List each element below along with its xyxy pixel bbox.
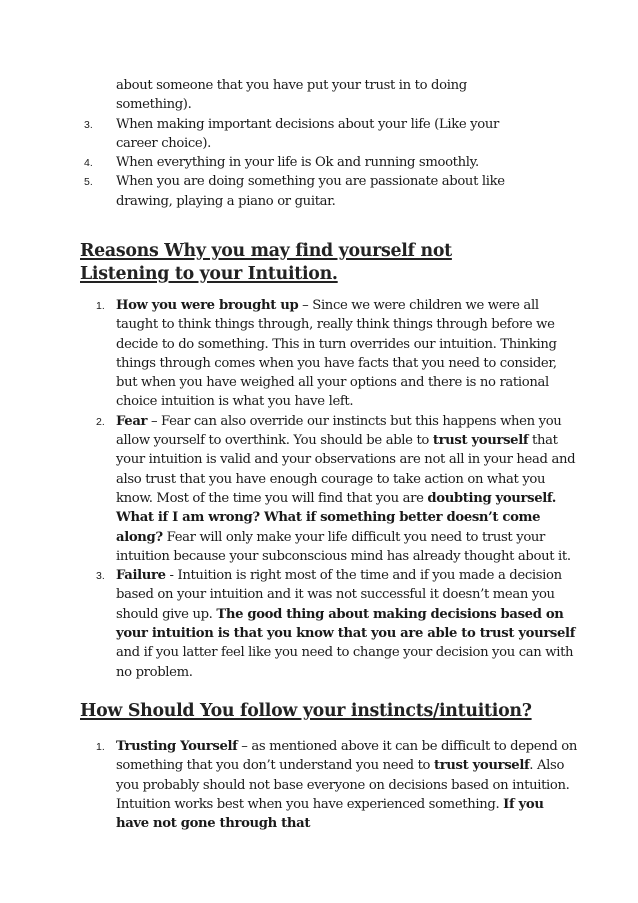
text-line: career choice). bbox=[116, 135, 211, 151]
list-item bbox=[80, 566, 580, 682]
list-item bbox=[80, 153, 540, 172]
list-item bbox=[80, 115, 540, 154]
list-item-continuation bbox=[80, 76, 540, 115]
bold-phrase: The good thing about making decisions based on your intuition is that you know that you are able to trust yourself bbox=[116, 606, 576, 642]
text-line: something). bbox=[116, 97, 192, 113]
list-item bbox=[80, 412, 580, 566]
bold-phrase: Trusting Yourself bbox=[116, 739, 238, 754]
list-item bbox=[80, 737, 580, 833]
list-number: 1. bbox=[96, 300, 105, 312]
bold-phrase: trust yourself bbox=[432, 433, 529, 449]
paragraph-text: – as mentioned above it can be difficult to depend on something that you don’t understand you need to bbox=[116, 739, 578, 774]
heading-line: Listening to your Intuition. bbox=[80, 264, 338, 284]
section-heading bbox=[80, 700, 600, 723]
text-line: When you are doing something you are passionate about like bbox=[116, 174, 505, 190]
list-item bbox=[80, 296, 580, 412]
text-line: about someone that you have put your trust in to doing bbox=[116, 78, 467, 93]
list-number: 5. bbox=[84, 176, 93, 189]
bold-phrase: trust yourself bbox=[433, 758, 530, 774]
howto-list bbox=[80, 737, 580, 833]
list-number: 3. bbox=[96, 570, 105, 583]
bold-phrase: If you have not gone through that bbox=[116, 796, 544, 832]
bold-phrase: doubting yourself. What if I am wrong? What if something better doesn’t come along? bbox=[116, 490, 557, 545]
text-line: When everything in your life is Ok and running smoothly. bbox=[116, 155, 479, 171]
heading-line: Reasons Why you may find yourself not bbox=[80, 241, 452, 261]
list-item bbox=[80, 172, 540, 211]
bold-phrase: Fear bbox=[116, 413, 148, 429]
list-number: 2. bbox=[96, 415, 105, 428]
section-heading bbox=[80, 240, 550, 286]
paragraph-text: - Intuition is right most of the time and if you made a decision based on your intuition and it was not successful it doesn’t mean you should give up. bbox=[116, 568, 562, 622]
reasons-list bbox=[80, 296, 580, 682]
heading-line: How Should You follow your instincts/intuition? bbox=[80, 701, 532, 721]
paragraph-text: Fear will only make your life difficult you need to trust your intuition because your subconscious mind has already thought about it. bbox=[116, 529, 571, 564]
list-number: 4. bbox=[84, 157, 93, 170]
paragraph-text: that your intuition is valid and your observations are not all in your head and also trust that you have enough courage to take action on what you know. Most of the time you will find that you are bbox=[116, 433, 576, 506]
intro-list bbox=[80, 76, 540, 211]
bold-phrase: How you were brought up bbox=[116, 298, 299, 313]
text-line: drawing, playing a piano or guitar. bbox=[116, 193, 336, 209]
bold-phrase: Failure bbox=[116, 568, 166, 584]
paragraph-text: – Fear can also override our instincts but this happens when you allow yourself to overthink. You should be able to bbox=[116, 413, 562, 449]
text-line: When making important decisions about your life (Like your bbox=[116, 116, 499, 132]
paragraph-text: and if you latter feel like you need to change your decision you can with no problem. bbox=[116, 645, 574, 680]
paragraph-text: . Also you probably should not base everyone on decisions based on intuition. Intuition works best when you have experienced something. bbox=[116, 758, 570, 812]
paragraph-text: – Since we were children we were all taught to think things through, really think things through before we decide to do something. This in turn overrides our intuition. Thinking things through comes when you have facts that you need to consider, but when you have weighed all your options and there is no rational choice intuition is what you have left. bbox=[116, 298, 557, 410]
list-number: 3. bbox=[84, 118, 93, 131]
list-number: 1. bbox=[96, 741, 105, 753]
